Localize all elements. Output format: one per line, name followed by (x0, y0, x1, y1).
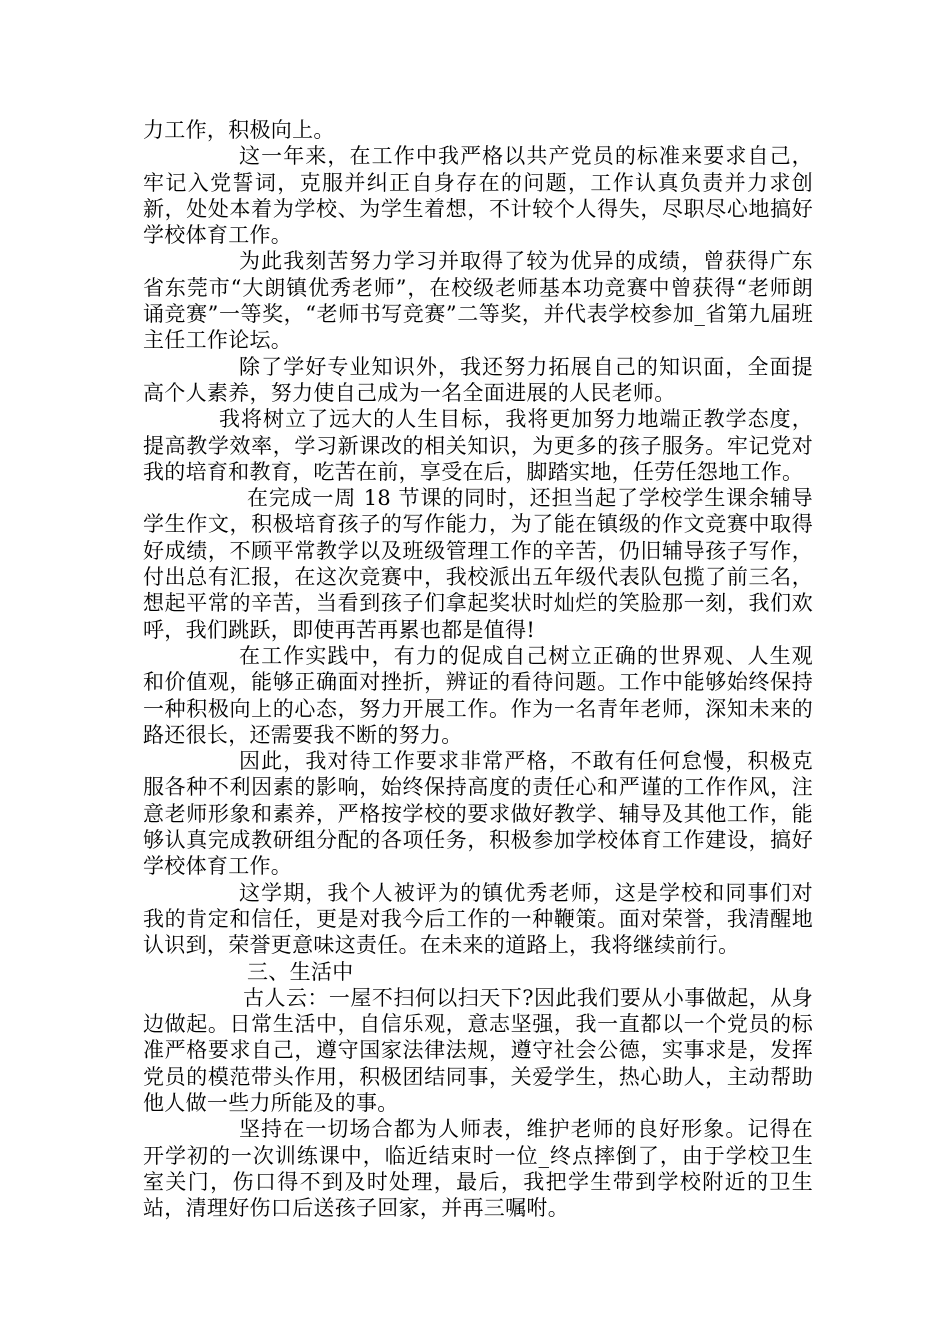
paragraph-work-standard: 这一年来，在工作中我严格以共产党员的标准来要求自己，牢记入党誓词，克服并纠正自身存在的问题，工作认真负责并力求创新，处处本着为学校、为学生着想，不计较个人得失，尽职尽心地搞好学校体育工作。 (143, 144, 813, 248)
section-heading-life: 三、生活中 (247, 959, 354, 984)
paragraph-strict-requirements: 因此，我对待工作要求非常严格，不敢有任何怠慢，积极克服各种不利因素的影响，始终保持高度的责任心和严谨的工作作风，注意老师形象和素养，严格按学校的要求做好教学、辅导及其他工作，能够认真完成教研组分配的各项任务，积极参加学校体育工作建设，搞好学校体育工作。 (143, 749, 813, 879)
paragraph-achievements: 为此我刻苦努力学习并取得了较为优异的成绩，曾获得广东省东莞市“大朗镇优秀老师”，在校级老师基本功竞赛中曾获得“老师朗诵竞赛”一等奖，“老师书写竞赛”二等奖，并代表学校参加_省第九届班主任工作论坛。 (143, 249, 813, 353)
paragraph-continuation: 力工作，积极向上。 (143, 118, 335, 142)
paragraph-goals: 我将树立了远大的人生目标，我将更加努力地端正教学态度，提高教学效率，学习新课改的相关知识，为更多的孩子服务。牢记党对我的培育和教育，吃苦在前，享受在后，脚踏实地，任劳任怨地工作。 (143, 407, 813, 484)
paragraph-role-model: 坚持在一切场合都为人师表，维护老师的良好形象。记得在开学初的一次训练课中，临近结束时一位_终点摔倒了，由于学校卫生室关门，伤口得不到及时处理，最后，我把学生带到学校附近的卫生站，清理好伤口后送孩子回家，并再三嘱咐。 (143, 1117, 813, 1221)
paragraph-knowledge: 除了学好专业知识外，我还努力拓展自己的知识面，全面提高个人素养，努力使自己成为一名全面进展的人民老师。 (143, 354, 813, 405)
paragraph-honor: 这学期，我个人被评为的镇优秀老师，这是学校和同事们对我的肯定和信任，更是对我今后工作的一种鞭策。面对荣誉，我清醒地认识到，荣誉更意味这责任。在未来的道路上，我将继续前行。 (143, 880, 813, 958)
paragraph-writing-guidance: 在完成一周 18 节课的同时，还担当起了学校学生课余辅导学生作文，积极培育孩子的写作能力，为了能在镇级的作文竞赛中取得好成绩，不顾平常教学以及班级管理工作的辛苦，仍旧辅导孩子写作，付出总有汇报，在这次竞赛中，我校派出五年级代表队包揽了前三名，想起平常的辛苦，当看到孩子们拿起奖状时灿烂的笑脸那一刻，我们欢呼，我们跳跃，即使再苦再累也都是值得! (143, 486, 813, 642)
paragraph-practice: 在工作实践中，有力的促成自己树立正确的世界观、人生观和价值观，能够正确面对挫折，辨证的看待问题。工作中能够始终保持一种积极向上的心态，努力开展工作。作为一名青年老师，深知未来的路还很长，还需要我不断的努力。 (143, 643, 813, 747)
paragraph-daily-life: 古人云：一屋不扫何以扫天下?因此我们要从小事做起，从身边做起。日常生活中，自信乐观，意志坚强，我一直都以一个党员的标准严格要求自己，遵守国家法律法规，遵守社会公德，实事求是，发挥党员的模范带头作用，积极团结同事，关爱学生，热心助人，主动帮助他人做一些力所能及的事。 (143, 985, 813, 1115)
document-body (143, 117, 813, 1221)
